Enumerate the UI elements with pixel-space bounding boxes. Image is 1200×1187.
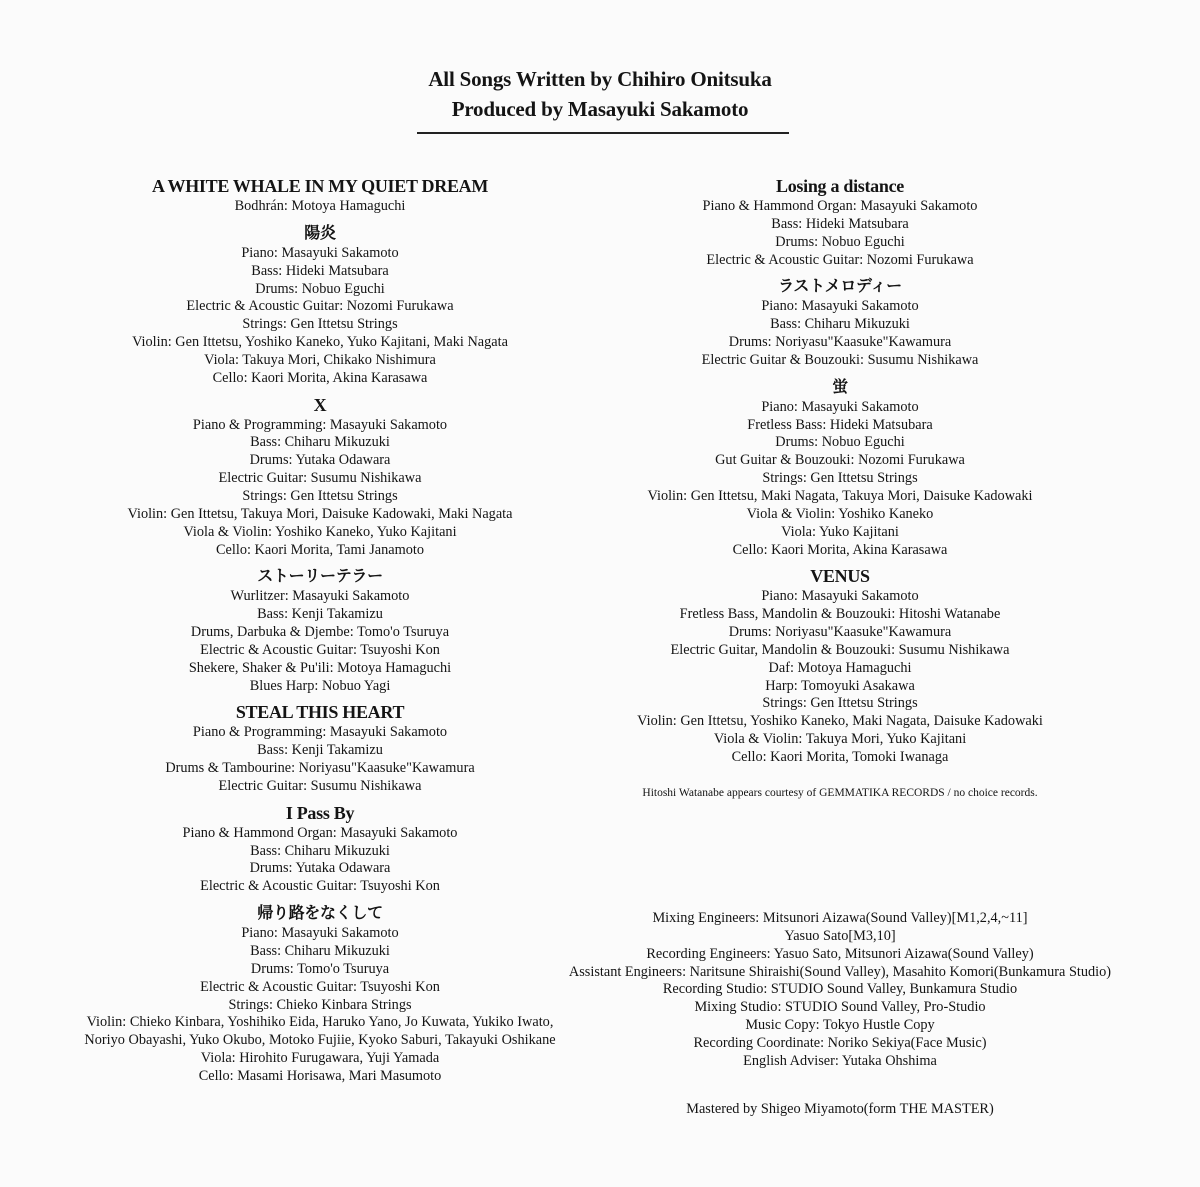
credit-line: Violin: Gen Ittetsu, Yoshiko Kaneko, Yuko Kajitani, Maki Nagata bbox=[132, 334, 508, 351]
credit-line: Bass: Kenji Takamizu bbox=[257, 606, 383, 623]
engineering-credit-line: Yasuo Sato[M3,10] bbox=[784, 927, 896, 944]
song-credits bbox=[520, 375, 1160, 560]
credit-line: Piano & Hammond Organ: Masayuki Sakamoto bbox=[182, 824, 458, 841]
credit-line: Bass: Kenji Takamizu bbox=[257, 742, 383, 759]
song-title: VENUS bbox=[810, 566, 870, 587]
credit-line: Strings: Gen Ittetsu Strings bbox=[242, 316, 398, 333]
song-credits bbox=[520, 564, 1160, 766]
credit-line: Viola: Yuko Kajitani bbox=[781, 523, 899, 540]
credit-line: Violin: Gen Ittetsu, Yoshiko Kaneko, Maki Nagata, Daisuke Kadowaki bbox=[637, 713, 1043, 730]
engineering-credit-line: Mixing Studio: STUDIO Sound Valley, Pro-Studio bbox=[694, 999, 986, 1016]
credit-line: Piano & Programming: Masayuki Sakamoto bbox=[192, 416, 448, 433]
song-credits bbox=[0, 801, 640, 896]
credit-line: Noriyo Obayashi, Yuko Okubo, Motoko Fujiie, Kyoko Saburi, Takayuki Oshikane bbox=[84, 1032, 556, 1049]
credit-line: Electric Guitar: Susumu Nishikawa bbox=[218, 470, 422, 487]
credit-line: Piano: Masayuki Sakamoto bbox=[241, 244, 399, 261]
credit-line: Viola: Hirohito Furugawara, Yuji Yamada bbox=[200, 1050, 440, 1067]
song-title: A WHITE WHALE IN MY QUIET DREAM bbox=[151, 176, 489, 196]
credit-line: Fretless Bass, Mandolin & Bouzouki: Hitoshi Watanabe bbox=[679, 606, 1001, 623]
credit-line: Drums & Tambourine: Noriyasu"Kaasuke"Kawamura bbox=[165, 760, 475, 777]
credit-line: Piano & Programming: Masayuki Sakamoto bbox=[192, 724, 448, 741]
produced-by-line: Produced by Masayuki Sakamoto bbox=[451, 97, 749, 121]
credit-line: Electric & Acoustic Guitar: Tsuyoshi Kon bbox=[200, 978, 440, 995]
credit-line: Fretless Bass: Hideki Matsubara bbox=[747, 416, 933, 433]
header bbox=[0, 64, 1200, 134]
credit-line: Daf: Motoya Hamaguchi bbox=[768, 659, 912, 676]
engineering-credit-line: Recording Studio: STUDIO Sound Valley, Bunkamura Studio bbox=[662, 981, 1018, 998]
credit-line: Harp: Tomoyuki Asakawa bbox=[765, 677, 915, 694]
credit-line: Electric Guitar & Bouzouki: Susumu Nishikawa bbox=[701, 351, 979, 368]
credit-line: Drums: Yutaka Odawara bbox=[249, 452, 391, 469]
song-title: I Pass By bbox=[285, 802, 355, 823]
credit-line: Viola & Violin: Yoshiko Kaneko bbox=[746, 505, 934, 522]
credit-line: Cello: Kaori Morita, Akina Karasawa bbox=[732, 541, 948, 558]
song-credits bbox=[520, 174, 1160, 269]
right-credits-column bbox=[520, 174, 1160, 801]
song-title: 陽炎 bbox=[304, 222, 336, 242]
song-title: ストーリーテラー bbox=[257, 566, 383, 586]
credit-line: Strings: Chieko Kinbara Strings bbox=[228, 996, 412, 1013]
credit-line: Drums: Yutaka Odawara bbox=[249, 860, 391, 877]
engineering-credit-line: English Adviser: Yutaka Ohshima bbox=[743, 1052, 937, 1069]
credit-line: Drums: Tomo'o Tsuruya bbox=[250, 960, 390, 977]
mastered-by-line: Mastered by Shigeo Miyamoto(form THE MASTER) bbox=[686, 1100, 994, 1117]
header-rule bbox=[417, 132, 789, 134]
courtesy-note: Hitoshi Watanabe appears courtesy of GEMMATIKA RECORDS / no choice records. bbox=[642, 786, 1038, 799]
credit-line: Cello: Kaori Morita, Akina Karasawa bbox=[212, 369, 428, 386]
engineering-credit-line: Assistant Engineers: Naritsune Shiraishi(Sound Valley), Masahito Komori(Bunkamura Studio) bbox=[568, 963, 1112, 980]
credit-line: Electric Guitar, Mandolin & Bouzouki: Susumu Nishikawa bbox=[670, 641, 1010, 658]
credit-line: Violin: Gen Ittetsu, Maki Nagata, Takuya Mori, Daisuke Kadowaki bbox=[647, 487, 1033, 504]
credit-line: Bass: Chiharu Mikuzuki bbox=[250, 943, 390, 959]
engineering-credit-line: Music Copy: Tokyo Hustle Copy bbox=[745, 1017, 935, 1034]
credit-line: Bodhrán: Motoya Hamaguchi bbox=[234, 198, 406, 214]
song-title: Losing a distance bbox=[776, 176, 904, 196]
credit-line: Bass: Chiharu Mikuzuki bbox=[250, 842, 390, 859]
credit-line: Piano: Masayuki Sakamoto bbox=[761, 398, 919, 415]
right-song-list bbox=[520, 174, 1160, 767]
engineering-lines bbox=[440, 910, 1200, 1071]
song-title: X bbox=[313, 394, 327, 415]
credit-line: Piano: Masayuki Sakamoto bbox=[761, 298, 919, 315]
engineering-credits bbox=[440, 910, 1200, 1118]
credit-line: Electric & Acoustic Guitar: Tsuyoshi Kon bbox=[200, 641, 440, 658]
song-title: ラストメロディー bbox=[778, 276, 902, 296]
credit-line: Drums: Noriyasu"Kaasuke"Kawamura bbox=[728, 334, 952, 351]
credit-line: Electric & Acoustic Guitar: Nozomi Furukawa bbox=[706, 251, 974, 268]
engineering-credit-line: Recording Coordinate: Noriko Sekiya(Face Music) bbox=[693, 1034, 987, 1051]
credit-line: Viola: Takuya Mori, Chikako Nishimura bbox=[204, 351, 436, 368]
credit-line: Piano & Hammond Organ: Masayuki Sakamoto bbox=[702, 198, 978, 214]
credit-line: Strings: Gen Ittetsu Strings bbox=[242, 487, 398, 504]
credit-line: Shekere, Shaker & Pu'ili: Motoya Hamaguchi bbox=[188, 659, 452, 676]
song-title: 蛍 bbox=[832, 376, 848, 396]
credit-line: Bass: Hideki Matsubara bbox=[251, 262, 389, 279]
song-credits bbox=[520, 274, 1160, 369]
credit-line: Cello: Masami Horisawa, Mari Masumoto bbox=[198, 1067, 442, 1084]
credit-line: Drums: Noriyasu"Kaasuke"Kawamura bbox=[728, 624, 952, 641]
credit-line: Violin: Gen Ittetsu, Takuya Mori, Daisuke Kadowaki, Maki Nagata bbox=[127, 505, 513, 522]
credit-line: Blues Harp: Nobuo Yagi bbox=[249, 677, 391, 694]
credit-line: Drums, Darbuka & Djembe: Tomo'o Tsuruya bbox=[190, 624, 450, 641]
credit-line: Piano: Masayuki Sakamoto bbox=[241, 925, 399, 942]
credit-line: Gut Guitar & Bouzouki: Nozomi Furukawa bbox=[715, 452, 965, 469]
credit-line: Cello: Kaori Morita, Tami Janamoto bbox=[216, 541, 424, 558]
engineering-credit-line: Mixing Engineers: Mitsunori Aizawa(Sound Valley)[M1,2,4,~11] bbox=[652, 910, 1028, 926]
credit-line: Electric & Acoustic Guitar: Nozomi Furukawa bbox=[186, 298, 454, 315]
credit-line: Drums: Nobuo Eguchi bbox=[775, 434, 905, 451]
credit-line: Electric & Acoustic Guitar: Tsuyoshi Kon bbox=[200, 878, 440, 895]
credit-line: Piano: Masayuki Sakamoto bbox=[761, 588, 919, 605]
credit-line: Bass: Chiharu Mikuzuki bbox=[770, 316, 910, 333]
song-title: 帰り路をなくして bbox=[257, 903, 383, 923]
credit-line: Drums: Nobuo Eguchi bbox=[255, 280, 385, 297]
credit-line: Bass: Chiharu Mikuzuki bbox=[250, 434, 390, 451]
credit-line: Electric Guitar: Susumu Nishikawa bbox=[218, 777, 422, 794]
credit-line: Cello: Kaori Morita, Tomoki Iwanaga bbox=[731, 748, 949, 765]
credit-line: Bass: Hideki Matsubara bbox=[771, 215, 909, 232]
engineering-credit-line: Recording Engineers: Yasuo Sato, Mitsunori Aizawa(Sound Valley) bbox=[646, 945, 1034, 962]
credit-line: Strings: Gen Ittetsu Strings bbox=[762, 695, 918, 712]
credit-line: Wurlitzer: Masayuki Sakamoto bbox=[230, 588, 410, 605]
song-title: STEAL THIS HEART bbox=[235, 702, 405, 723]
credit-line: Viola & Violin: Takuya Mori, Yuko Kajitani bbox=[713, 731, 967, 748]
written-by-line: All Songs Written by Chihiro Onitsuka bbox=[428, 67, 772, 91]
credit-line: Viola & Violin: Yoshiko Kaneko, Yuko Kajitani bbox=[183, 523, 457, 540]
credit-line: Strings: Gen Ittetsu Strings bbox=[762, 470, 918, 487]
credit-line: Drums: Nobuo Eguchi bbox=[775, 233, 905, 250]
credit-line: Violin: Chieko Kinbara, Yoshihiko Eida, Haruko Yano, Jo Kuwata, Yukiko Iwato, bbox=[86, 1014, 554, 1031]
